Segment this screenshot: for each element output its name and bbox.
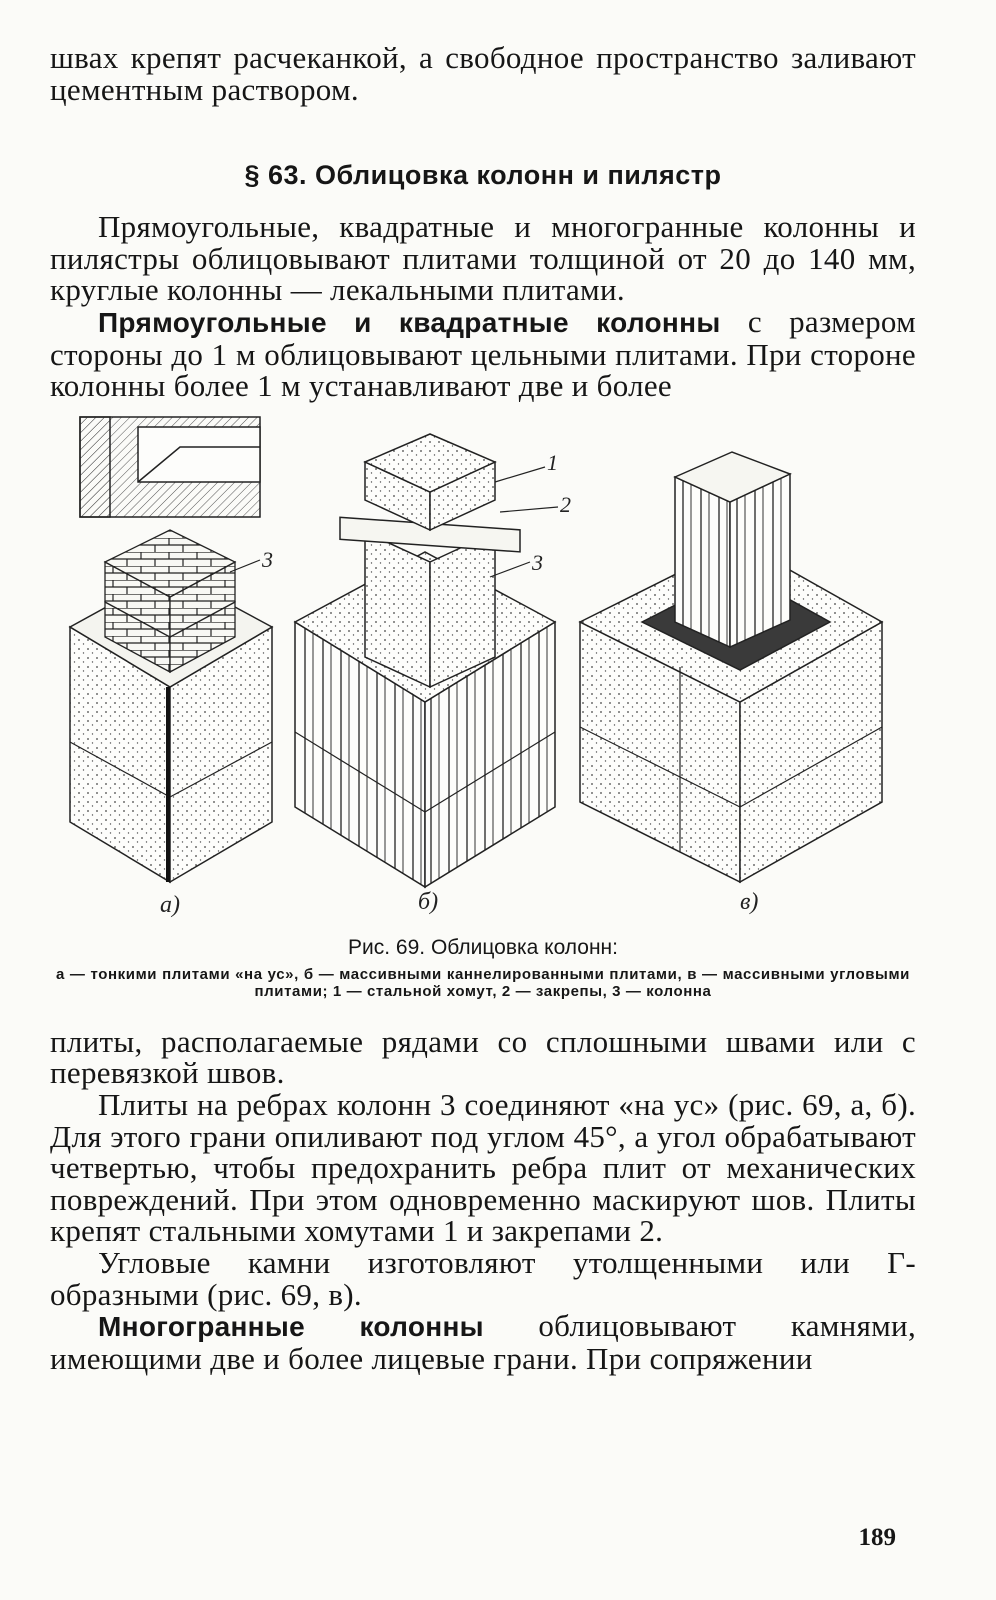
section-heading: § 63. Облицовка колонн и пилястр — [244, 160, 722, 191]
callout-b-3: 3 — [532, 549, 543, 575]
paragraph-3: плиты, располагаемые рядами со сплошными швами или с перевязкой швов. — [50, 1023, 916, 1091]
figure-illustration — [50, 412, 916, 932]
paragraph-top: швах крепят расчеканкой, а свободное пространство заливают цементным раствором. — [50, 40, 916, 107]
figure-caption — [50, 936, 916, 1000]
paragraph-4: Плиты на ребрах колонн 3 соединяют «на ус» (рис. 69, а, б). Для этого грани опиливают под углом 45°, а угол обрабатывают четвертью, чтобы предохранить ребра плит от механических повреждений. При этом одновременно маскируют шов. Плиты крепят стальными хомутами 1 и закрепами 2. — [50, 1086, 916, 1249]
paragraph-1: Прямоугольные, квадратные и многогранные колонны и пилястры облицовывают плитами толщиной от 20 до 140 мм, круглые колонны — лекальными плитами. — [50, 209, 916, 308]
paragraph-2 — [50, 303, 916, 404]
label-c: в) — [740, 888, 759, 915]
paragraph-5: Угловые камни изготовляют утолщенными или Г-образными (рис. 69, в). — [50, 1244, 916, 1312]
callout-a-3: 3 — [262, 546, 273, 572]
page-body — [50, 42, 916, 1374]
figure-b-drawing — [295, 434, 558, 887]
figure-c-drawing — [580, 452, 882, 882]
paragraph-2-rest: с размером стороны до 1 м облицовывают цельными плитами. При стороне колонны более 1 м устанавливают две и более — [50, 303, 916, 404]
label-a: а) — [160, 891, 180, 918]
callout-b-2: 2 — [560, 491, 571, 517]
paragraph-6-rest: облицовывают камнями, имеющими две и более лицевые грани. При сопряжении — [50, 1308, 916, 1376]
caption-title: Рис. 69. Облицовка колонн: — [348, 935, 618, 959]
label-b: б) — [418, 888, 439, 915]
callout-b-1: 1 — [547, 449, 558, 475]
paragraph-6-bold: Многогранные колонны — [98, 1311, 484, 1343]
caption-legend: а — тонкими плитами «на ус», б — массивными каннелированными плитами, в — массивными угловыми плитами; 1 — стальной хомут, 2 — закрепы, 3 — колонна — [56, 965, 910, 1000]
page-number: 189 — [858, 1524, 896, 1551]
figure-69 — [50, 412, 916, 932]
figure-a-drawing — [70, 417, 272, 882]
paragraph-6 — [50, 1310, 916, 1374]
paragraph-2-bold: Прямоугольные и квадратные колонны — [98, 306, 721, 338]
